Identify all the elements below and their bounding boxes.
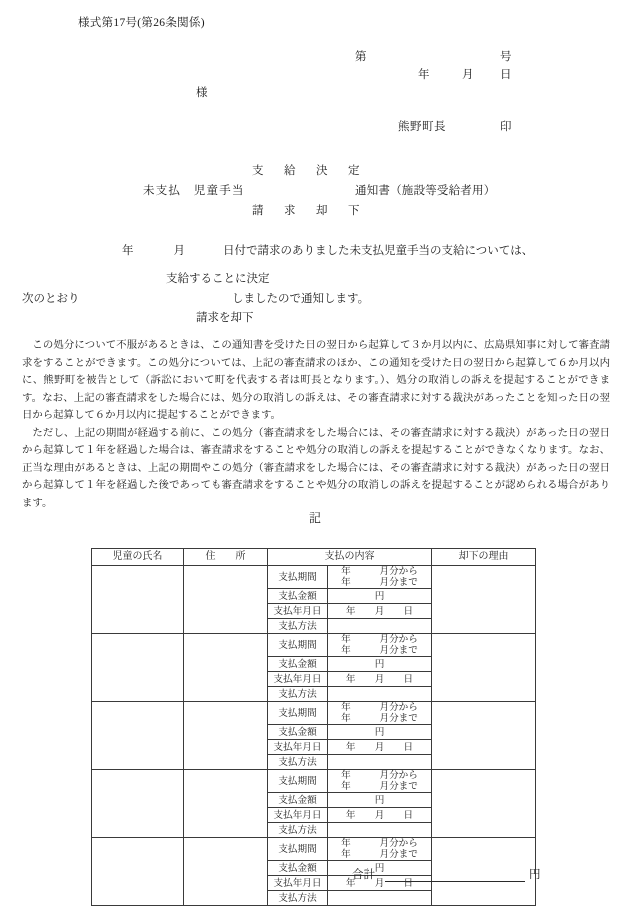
total-unit: 円 (529, 869, 541, 881)
payment-table-body (92, 566, 536, 906)
cell-payment-amount[interactable]: 円 (328, 657, 432, 672)
payment-table-wrapper (91, 548, 535, 906)
period-to: 年 月分まで (341, 645, 418, 657)
cell-payment-method[interactable] (328, 687, 432, 702)
option-grant: 支給することに決定 (166, 273, 270, 285)
title-subject: 未支払 児童手当 (143, 185, 245, 197)
cell-address[interactable] (184, 702, 268, 770)
issue-date-day: 日 (500, 69, 512, 81)
table-row (92, 702, 536, 725)
cell-payment-amount[interactable]: 円 (328, 725, 432, 740)
total-row (352, 866, 541, 882)
label-payment-amount: 支払金額 (268, 725, 328, 740)
notification-sentence-tail: 日付で請求のありました未支払児童手当の支給については、 (223, 245, 534, 257)
header-child-name: 児童の氏名 (92, 549, 184, 566)
label-payment-amount: 支払金額 (268, 657, 328, 672)
total-label: 合計 (352, 869, 375, 881)
cell-rejection-reason[interactable] (432, 770, 536, 838)
cell-payment-method[interactable] (328, 823, 432, 838)
label-payment-amount: 支払金額 (268, 589, 328, 604)
document-number-suffix: 号 (500, 51, 512, 63)
payment-date-fields: 年 月 日 (345, 605, 414, 617)
legal-paragraph-1: この処分について不服があるときは、この通知書を受けた日の翌日から起算して３か月以内に、広島県知事に対して審査請求をすることができます。この処分については、上記の審査請求のほか、この通知を受けた日の翌日から起算して６か月以内に、熊野町を被告として（訴訟において町を代表する者は町長となります。）、処分の取消しの訴えを提起することができます。なお、上記の審査請求をした場合には、処分の取消しの訴えは、その審査請求に対する裁決があったことを知った日の翌日から起算して６か月以内に提起することができます。 (22, 340, 610, 421)
period-to: 年 月分まで (341, 781, 418, 793)
cell-address[interactable] (184, 838, 268, 906)
label-payment-amount: 支払金額 (268, 861, 328, 876)
cell-address[interactable] (184, 770, 268, 838)
cell-rejection-reason[interactable] (432, 702, 536, 770)
cell-child-name[interactable] (92, 566, 184, 634)
payment-table (91, 548, 536, 906)
table-header-row (92, 549, 536, 566)
total-value-field[interactable] (385, 868, 525, 882)
period-from: 年 月分から (341, 770, 418, 782)
cell-rejection-reason[interactable] (432, 634, 536, 702)
title-decision-reject: 請 求 却 下 (252, 205, 364, 217)
period-from: 年 月分から (341, 634, 418, 646)
label-payment-date: 支払年月日 (268, 672, 328, 687)
label-payment-method: 支払方法 (268, 687, 328, 702)
table-row (92, 634, 536, 657)
header-payment-details: 支払の内容 (268, 549, 432, 566)
issue-date-month: 月 (462, 69, 474, 81)
cell-payment-method[interactable] (328, 891, 432, 906)
cell-payment-period[interactable] (328, 838, 432, 861)
claim-date-month: 月 (173, 245, 185, 257)
header-rejection-reason: 却下の理由 (432, 549, 536, 566)
cell-payment-amount[interactable]: 円 (328, 793, 432, 808)
notification-lead: 次のとおり (22, 293, 80, 305)
header-address: 住 所 (184, 549, 268, 566)
label-payment-date: 支払年月日 (268, 604, 328, 619)
payment-date-fields: 年 月 日 (345, 877, 414, 889)
claim-date-year: 年 (122, 245, 134, 257)
cell-payment-method[interactable] (328, 755, 432, 770)
cell-payment-period[interactable] (328, 770, 432, 793)
issuer-seal-mark: 印 (500, 121, 512, 133)
label-payment-method: 支払方法 (268, 823, 328, 838)
cell-child-name[interactable] (92, 702, 184, 770)
payment-table-head (92, 549, 536, 566)
label-payment-date: 支払年月日 (268, 740, 328, 755)
label-payment-date: 支払年月日 (268, 808, 328, 823)
cell-child-name[interactable] (92, 634, 184, 702)
label-payment-period: 支払期間 (268, 838, 328, 861)
cell-payment-amount[interactable]: 円 (328, 589, 432, 604)
label-payment-method: 支払方法 (268, 891, 328, 906)
label-payment-method: 支払方法 (268, 755, 328, 770)
legal-notice (22, 337, 610, 512)
issuer-name: 熊野町長 (398, 121, 446, 133)
issue-date-year: 年 (418, 69, 430, 81)
cell-payment-method[interactable] (328, 619, 432, 634)
form-number: 様式第17号(第26条関係) (78, 17, 205, 29)
table-row (92, 770, 536, 793)
cell-payment-date[interactable] (328, 672, 432, 687)
label-payment-period: 支払期間 (268, 634, 328, 657)
table-row (92, 566, 536, 589)
title-notice: 通知書（施設等受給者用） (355, 185, 496, 197)
addressee-honorific: 様 (196, 87, 208, 99)
period-to: 年 月分まで (341, 577, 418, 589)
cell-child-name[interactable] (92, 838, 184, 906)
period-from: 年 月分から (341, 566, 418, 577)
period-from: 年 月分から (341, 702, 418, 714)
label-payment-period: 支払期間 (268, 702, 328, 725)
cell-payment-period[interactable] (328, 634, 432, 657)
period-to: 年 月分まで (341, 713, 418, 725)
notification-line-date (122, 246, 533, 258)
label-payment-amount: 支払金額 (268, 793, 328, 808)
label-payment-method: 支払方法 (268, 619, 328, 634)
payment-date-fields: 年 月 日 (345, 809, 414, 821)
cell-payment-date[interactable] (328, 808, 432, 823)
cell-payment-date[interactable] (328, 740, 432, 755)
cell-payment-date[interactable] (328, 604, 432, 619)
cell-payment-amount[interactable]: 円 (328, 861, 432, 876)
payment-date-fields: 年 月 日 (345, 673, 414, 685)
table-row (92, 838, 536, 861)
option-reject: 請求を却下 (196, 312, 254, 324)
cell-payment-period[interactable] (328, 702, 432, 725)
cell-payment-period[interactable] (328, 566, 432, 589)
cell-rejection-reason[interactable] (432, 566, 536, 634)
label-payment-date: 支払年月日 (268, 876, 328, 891)
title-decision-grant: 支 給 決 定 (252, 165, 364, 177)
period-to: 年 月分まで (341, 849, 418, 861)
cell-child-name[interactable] (92, 770, 184, 838)
legal-paragraph-2: ただし、上記の期間が経過する前に、この処分（審査請求をした場合には、その審査請求に対する裁決）があった日の翌日から起算して１年を経過した場合は、審査請求をすることや処分の取消しの訴えを提起することができなくなります。なお、正当な理由があるときは、上記の期間やこの処分（審査請求をした場合には、その審査請求に対する裁決）があった日の翌日から起算して１年を経過した後であっても審査請求をすることや処分の取消しの訴えを提起することが認められる場合があります。 (22, 427, 610, 509)
period-from: 年 月分から (341, 838, 418, 850)
cell-address[interactable] (184, 566, 268, 634)
record-marker: 記 (308, 511, 321, 525)
document-number-prefix: 第 (355, 51, 367, 63)
payment-date-fields: 年 月 日 (345, 741, 414, 753)
notification-closing: しましたので通知します。 (232, 293, 370, 305)
label-payment-period: 支払期間 (268, 566, 328, 589)
cell-address[interactable] (184, 634, 268, 702)
label-payment-period: 支払期間 (268, 770, 328, 793)
